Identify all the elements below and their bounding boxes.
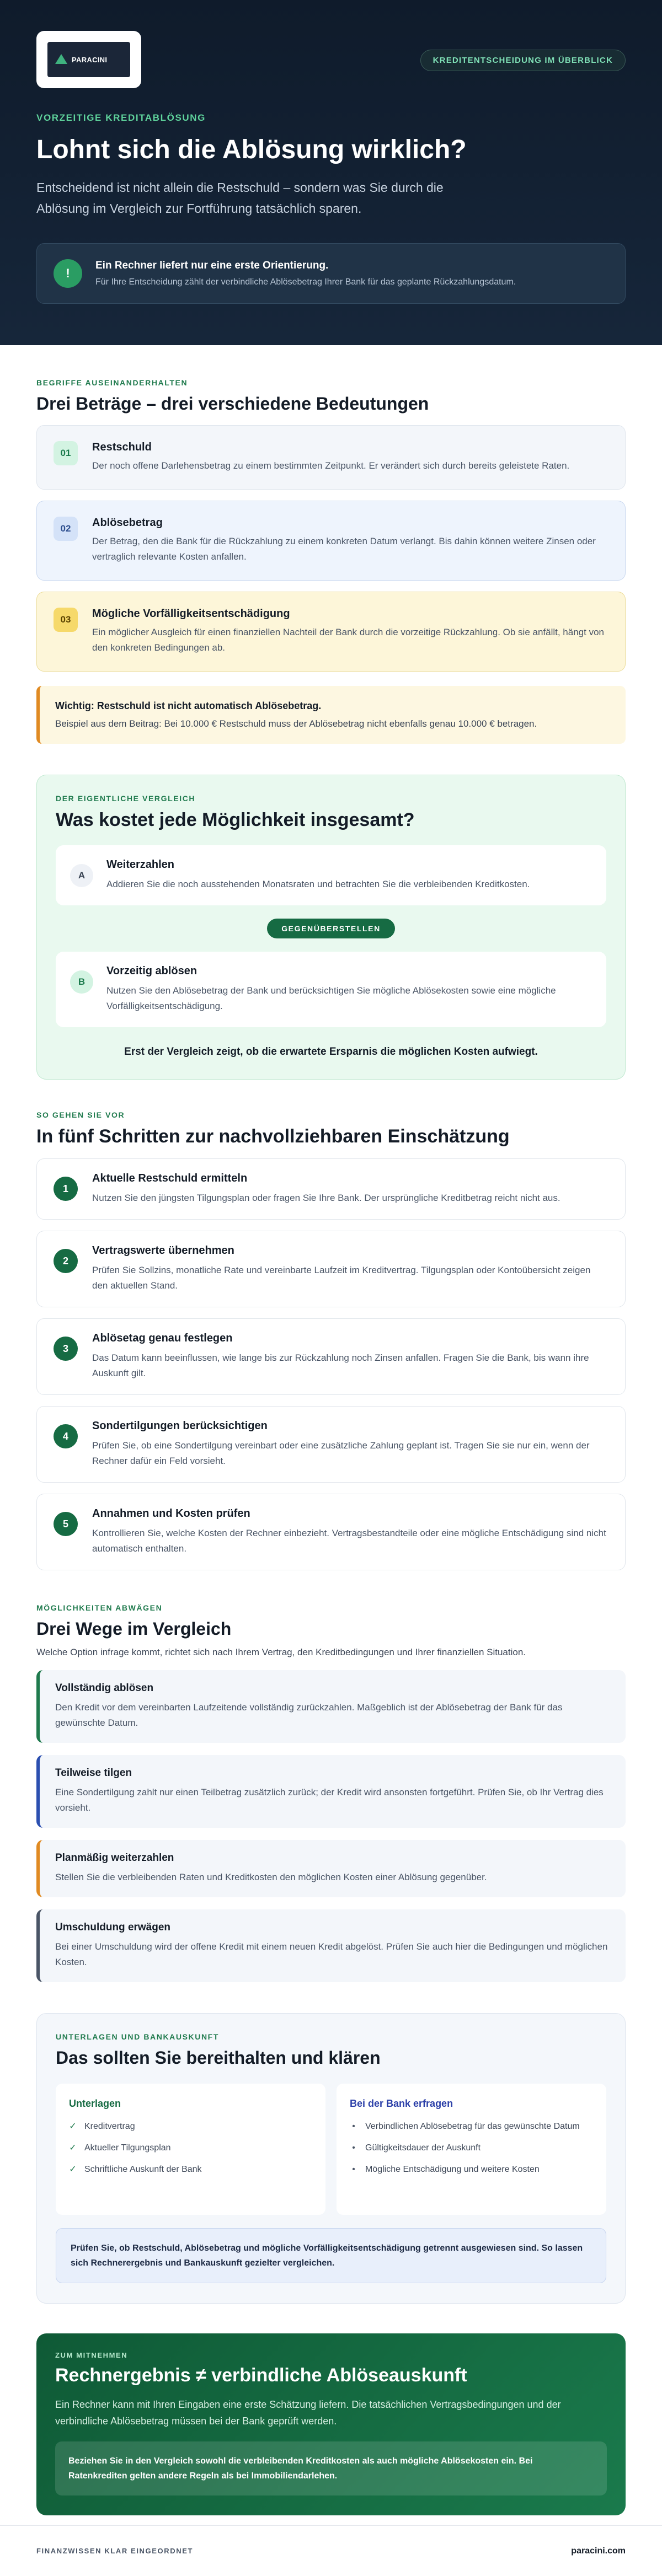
bullet-icon: •: [352, 2122, 355, 2131]
option-card-a: [56, 845, 606, 905]
step-number: 3: [54, 1337, 78, 1361]
hero-note-text: Für Ihre Entscheidung zählt der verbindliche Ablösebetrag Ihrer Bank für das geplante Rückzahlungsdatum.: [95, 277, 516, 287]
option-letter: B: [70, 970, 93, 994]
term-text: Ein möglicher Ausgleich für einen finanziellen Nachteil der Bank durch die vorzeitige Rückzahlung. Ob sie anfällt, hängt von den konkreten Bedingungen ab.: [92, 627, 604, 653]
documents-note: Prüfen Sie, ob Restschuld, Ablösebetrag und mögliche Vorfälligkeitsentschädigung getrennt ausgewiesen sind. So lassen sich Rechnerergebnis und Bankauskunft gezielter vergleichen.: [56, 2228, 606, 2283]
hero-note-title: Ein Rechner liefert nur eine erste Orientierung.: [95, 260, 329, 271]
term-text: Der noch offene Darlehensbetrag zu einem bestimmten Zeitpunkt. Er verändert sich durch bereits geleistete Raten.: [92, 460, 570, 471]
term-number: 03: [54, 608, 78, 632]
term-title: Ablösebetrag: [92, 517, 163, 529]
logo-text: PARACINI: [72, 55, 108, 64]
section-eyebrow: MÖGLICHKEITEN ABWÄGEN: [36, 1603, 163, 1612]
documents-list: [56, 2084, 325, 2215]
way-text: Stellen Sie die verbleibenden Raten und Kreditkosten den möglichen Kosten einer Ablösung gegenüber.: [55, 1872, 487, 1882]
list-item: ✓ Schriftliche Auskunft der Bank: [69, 2162, 312, 2176]
logo[interactable]: [36, 31, 141, 88]
step-card: [36, 1494, 626, 1570]
check-icon: ✓: [69, 2122, 77, 2131]
step-text: Kontrollieren Sie, welche Kosten der Rechner einbezieht. Vertragsbestandteile oder eine mögliche Entschädigung sind nicht automatisch enthalten.: [92, 1528, 606, 1554]
steps-section: [36, 1110, 626, 1570]
ways-section: [36, 1603, 626, 1982]
step-text: Nutzen Sie den jüngsten Tilgungsplan oder fragen Sie Ihre Bank. Der ursprüngliche Kreditbetrag reicht nicht aus.: [92, 1193, 560, 1203]
footer-site-link[interactable]: paracini.com: [571, 2546, 626, 2556]
step-number: 5: [54, 1512, 78, 1536]
option-title: Weiterzahlen: [106, 858, 174, 871]
term-title: Restschuld: [92, 441, 152, 453]
term-text: Der Betrag, den die Bank für die Rückzahlung zu einem konkreten Datum verlangt. Bis dahin können weitere Zinsen oder vertraglich relevante Kosten anfallen.: [92, 536, 596, 562]
term-card-abloesebetrag: [36, 501, 626, 581]
option-text: Addieren Sie die noch ausstehenden Monatsraten und betrachten Sie die verbleibenden Kreditkosten.: [106, 879, 530, 889]
hero-eyebrow: VORZEITIGE KREDITABLÖSUNG: [36, 112, 206, 123]
option-card-b: [56, 952, 606, 1027]
section-title: Was kostet jede Möglichkeit insgesamt?: [56, 809, 415, 830]
term-title: Mögliche Vorfälligkeitsentschädigung: [92, 608, 290, 620]
footer-tagline: FINANZWISSEN KLAR EINGEORDNET: [36, 2547, 194, 2555]
list-item: • Verbindlichen Ablösebetrag für das gewünschte Datum: [350, 2119, 593, 2133]
way-card: [36, 1670, 626, 1743]
main-content: [0, 345, 662, 2515]
step-title: Sondertilgungen berücksichtigen: [92, 1420, 268, 1432]
way-title: Planmäßig weiterzahlen: [55, 1852, 174, 1864]
section-eyebrow: DER EIGENTLICHE VERGLEICH: [56, 794, 196, 803]
list-item: • Gültigkeitsdauer der Auskunft: [350, 2141, 593, 2155]
comparison-section: [36, 775, 626, 1080]
term-number: 02: [54, 517, 78, 541]
section-title: Drei Beträge – drei verschiedene Bedeutungen: [36, 394, 429, 414]
takeaway-lead: Ein Rechner kann mit Ihren Eingaben eine erste Schätzung liefern. Die tatsächlichen Vertragsbedingungen und der verbindliche Ablösebetrag müssen bei der Bank geprüft werden.: [55, 2399, 561, 2427]
footer: [0, 2525, 662, 2576]
way-title: Teilweise tilgen: [55, 1767, 132, 1779]
section-title: Das sollten Sie bereithalten und klären: [56, 2048, 381, 2068]
step-card: [36, 1406, 626, 1483]
step-text: Das Datum kann beeinflussen, wie lange bis zur Rückzahlung noch Zinsen anfallen. Fragen Sie die Bank, bis wann ihre Auskunft gilt.: [92, 1353, 589, 1378]
logo-mark-icon: [55, 54, 67, 65]
terms-section: [36, 345, 626, 744]
section-title: Drei Wege im Vergleich: [36, 1619, 232, 1639]
bank-questions-title: Bei der Bank erfragen: [350, 2098, 453, 2109]
way-title: Vollständig ablösen: [55, 1682, 154, 1694]
step-number: 2: [54, 1249, 78, 1273]
comparison-conclusion: Erst der Vergleich zeigt, ob die erwartete Ersparnis die möglichen Kosten aufwiegt.: [124, 1046, 538, 1058]
bullet-icon: •: [352, 2143, 355, 2153]
warning-callout: [36, 686, 626, 744]
takeaway-box: Beziehen Sie in den Vergleich sowohl die verbleibenden Kreditkosten als auch mögliche Ablösekosten ein. Bei Ratenkrediten gelten andere Regeln als bei Immobiliendarlehen.: [55, 2441, 607, 2496]
documents-section: [36, 2013, 626, 2304]
section-intro: Welche Option infrage kommt, richtet sich nach Ihrem Vertrag, den Kreditbedingungen und Ihrer finanziellen Situation.: [36, 1647, 526, 1657]
step-card: [36, 1158, 626, 1220]
step-text: Prüfen Sie Sollzins, monatliche Rate und vereinbarte Laufzeit im Kreditvertrag. Tilgungsplan oder Kontoübersicht zeigen den aktuellen Stand.: [92, 1265, 591, 1291]
hero: [0, 0, 662, 345]
info-icon: !: [54, 259, 82, 288]
section-eyebrow: BEGRIFFE AUSEINANDERHALTEN: [36, 378, 188, 387]
step-title: Annahmen und Kosten prüfen: [92, 1507, 250, 1520]
section-title: In fünf Schritten zur nachvollziehbaren Einschätzung: [36, 1126, 510, 1147]
list-item: ✓ Aktueller Tilgungsplan: [69, 2141, 312, 2155]
term-card-vorfaelligkeit: [36, 592, 626, 672]
way-title: Umschuldung erwägen: [55, 1922, 171, 1933]
way-text: Bei einer Umschuldung wird der offene Kredit mit einem neuen Kredit abgelöst. Prüfen Sie auch hier die Bedingungen und möglichen Kosten.: [55, 1941, 608, 1967]
page-title: Lohnt sich die Ablösung wirklich?: [36, 135, 467, 164]
section-eyebrow: SO GEHEN SIE VOR: [36, 1110, 125, 1119]
step-number: 4: [54, 1424, 78, 1448]
warning-title: Wichtig: Restschuld ist nicht automatisch Ablösebetrag.: [55, 700, 322, 711]
warning-text: Beispiel aus dem Beitrag: Bei 10.000 € Restschuld muss der Ablösebetrag nicht ebenfalls genau 10.000 € betragen.: [55, 718, 537, 729]
compare-badge: GEGENÜBERSTELLEN: [267, 919, 395, 938]
step-title: Vertragswerte übernehmen: [92, 1244, 234, 1257]
takeaway-section: [36, 2333, 626, 2515]
step-title: Ablösetag genau festlegen: [92, 1332, 233, 1344]
bullet-icon: •: [352, 2165, 355, 2174]
step-card: [36, 1318, 626, 1395]
check-icon: ✓: [69, 2143, 77, 2153]
list-item: ✓ Kreditvertrag: [69, 2119, 312, 2133]
hero-lead: Entscheidend ist nicht allein die Restschuld – sondern was Sie durch die Ablösung im Vergleich zur Fortführung tatsächlich sparen.: [36, 180, 444, 216]
step-card: [36, 1231, 626, 1307]
takeaway-title: Rechnergebnis ≠ verbindliche Ablöseauskunft: [55, 2365, 467, 2386]
step-text: Prüfen Sie, ob eine Sondertilgung vereinbart oder eine zusätzliche Zahlung geplant ist. Tragen Sie sie nur ein, wenn der Rechner dafür ein Feld vorsieht.: [92, 1440, 590, 1466]
step-number: 1: [54, 1177, 78, 1201]
way-card: [36, 1755, 626, 1828]
term-number: 01: [54, 441, 78, 465]
documents-list-title: Unterlagen: [69, 2098, 121, 2109]
way-text: Den Kredit vor dem vereinbarten Laufzeitende vollständig zurückzahlen. Maßgeblich ist der Ablösebetrag der Bank für das gewünschte Datum.: [55, 1702, 563, 1728]
header-badge: KREDITENTSCHEIDUNG IM ÜBERBLICK: [420, 50, 626, 71]
check-icon: ✓: [69, 2165, 77, 2174]
term-card-restschuld: [36, 425, 626, 490]
hero-note: [36, 243, 626, 304]
option-letter: A: [70, 864, 93, 887]
way-card: [36, 1840, 626, 1897]
step-title: Aktuelle Restschuld ermitteln: [92, 1172, 248, 1184]
section-eyebrow: UNTERLAGEN UND BANKAUSKUNFT: [56, 2032, 219, 2041]
way-text: Eine Sondertilgung zahlt nur einen Teilbetrag zusätzlich zurück; der Kredit wird ansonsten fortgeführt. Prüfen Sie, ob Ihr Vertrag dies vorsieht.: [55, 1787, 604, 1813]
option-title: Vorzeitig ablösen: [106, 965, 197, 977]
bank-questions-list: [337, 2084, 606, 2215]
way-card: [36, 1909, 626, 1982]
option-text: Nutzen Sie den Ablösebetrag der Bank und berücksichtigen Sie mögliche Ablösekosten sowie eine mögliche Vorfälligkeitsentschädigung.: [106, 985, 556, 1011]
list-item: • Mögliche Entschädigung und weitere Kosten: [350, 2162, 593, 2176]
section-eyebrow: ZUM MITNEHMEN: [55, 2351, 128, 2359]
